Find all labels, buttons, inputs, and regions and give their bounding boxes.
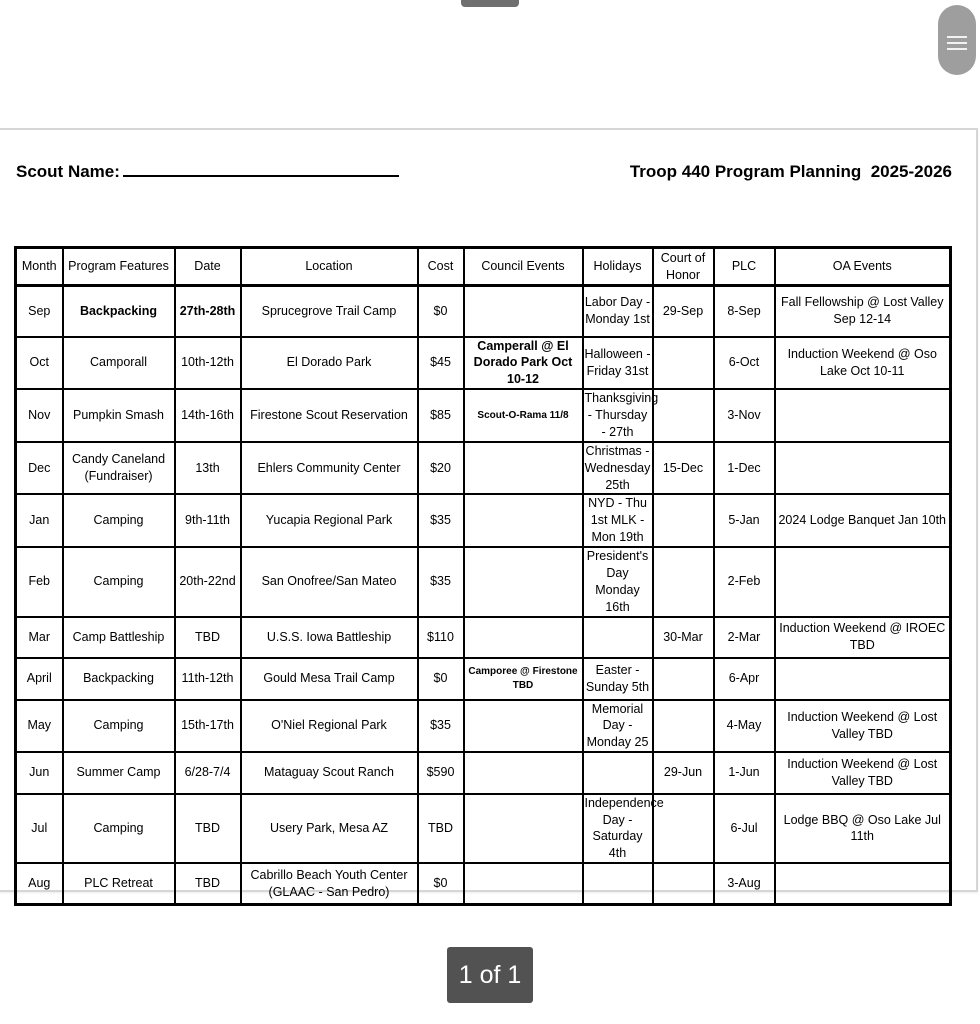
holidays-cell: Halloween - Friday 31st <box>583 337 653 390</box>
plc-cell: 8-Sep <box>714 286 775 337</box>
program-table <box>14 246 952 906</box>
date-cell: 15th-17th <box>175 700 241 753</box>
month-cell: April <box>16 658 63 700</box>
oa-cell <box>775 863 951 905</box>
plc-cell: 4-May <box>714 700 775 753</box>
court-of-honor-cell <box>653 389 714 442</box>
cost-cell: $35 <box>418 494 464 547</box>
column-header: Month <box>16 248 63 286</box>
date-cell: TBD <box>175 863 241 905</box>
feature-cell: Pumpkin Smash <box>63 389 175 442</box>
oa-cell: Induction Weekend @ Lost Valley TBD <box>775 700 951 753</box>
feature-cell: Camping <box>63 700 175 753</box>
scout-name-field <box>16 162 399 182</box>
court-of-honor-cell <box>653 337 714 390</box>
month-cell: Mar <box>16 617 63 659</box>
holidays-cell: Memorial Day - Monday 25 <box>583 700 653 753</box>
oa-cell: Fall Fellowship @ Lost Valley Sep 12-14 <box>775 286 951 337</box>
month-cell: Jun <box>16 752 63 794</box>
feature-cell: Camping <box>63 547 175 617</box>
council-cell <box>464 494 583 547</box>
holidays-cell: Christmas - Wednesday 25th <box>583 442 653 495</box>
menu-button[interactable] <box>938 5 976 75</box>
location-cell: O'Niel Regional Park <box>241 700 418 753</box>
holidays-cell: Labor Day - Monday 1st <box>583 286 653 337</box>
table-row <box>16 863 951 905</box>
court-of-honor-cell <box>653 700 714 753</box>
cost-cell: $85 <box>418 389 464 442</box>
table-row <box>16 752 951 794</box>
court-of-honor-cell: 30-Mar <box>653 617 714 659</box>
column-header: OA Events <box>775 248 951 286</box>
council-cell <box>464 442 583 495</box>
location-cell: Yucapia Regional Park <box>241 494 418 547</box>
holidays-cell <box>583 617 653 659</box>
cost-cell: $110 <box>418 617 464 659</box>
date-cell: TBD <box>175 617 241 659</box>
cost-cell: $45 <box>418 337 464 390</box>
column-header: Date <box>175 248 241 286</box>
location-cell: Usery Park, Mesa AZ <box>241 794 418 864</box>
column-header: PLC <box>714 248 775 286</box>
feature-cell: Backpacking <box>63 286 175 337</box>
plc-cell: 6-Apr <box>714 658 775 700</box>
month-cell: Jan <box>16 494 63 547</box>
holidays-cell: Independence Day - Saturday 4th <box>583 794 653 864</box>
council-cell <box>464 863 583 905</box>
court-of-honor-cell <box>653 547 714 617</box>
plc-cell: 3-Nov <box>714 389 775 442</box>
date-cell: 14th-16th <box>175 389 241 442</box>
feature-cell: Camping <box>63 494 175 547</box>
date-cell: 6/28-7/4 <box>175 752 241 794</box>
menu-icon <box>947 48 967 50</box>
location-cell: Ehlers Community Center <box>241 442 418 495</box>
location-cell: El Dorado Park <box>241 337 418 390</box>
location-cell: Gould Mesa Trail Camp <box>241 658 418 700</box>
cost-cell: $35 <box>418 547 464 617</box>
council-cell <box>464 794 583 864</box>
menu-icon <box>947 42 967 44</box>
council-cell: Camperall @ El Dorado Park Oct 10-12 <box>464 337 583 390</box>
table-row <box>16 389 951 442</box>
month-cell: Nov <box>16 389 63 442</box>
cost-cell: TBD <box>418 794 464 864</box>
council-cell <box>464 286 583 337</box>
table-header-row <box>16 248 951 286</box>
holidays-cell: Easter - Sunday 5th <box>583 658 653 700</box>
cost-cell: $0 <box>418 658 464 700</box>
cost-cell: $590 <box>418 752 464 794</box>
table-row <box>16 442 951 495</box>
oa-cell <box>775 442 951 495</box>
date-cell: 10th-12th <box>175 337 241 390</box>
date-cell: 27th-28th <box>175 286 241 337</box>
document-page <box>0 128 978 899</box>
holidays-cell <box>583 752 653 794</box>
month-cell: Sep <box>16 286 63 337</box>
feature-cell: Backpacking <box>63 658 175 700</box>
location-cell: U.S.S. Iowa Battleship <box>241 617 418 659</box>
feature-cell: Candy Caneland (Fundraiser) <box>63 442 175 495</box>
plc-cell: 6-Oct <box>714 337 775 390</box>
holidays-cell: Thanksgiving - Thursday - 27th <box>583 389 653 442</box>
plc-cell: 2-Mar <box>714 617 775 659</box>
scout-name-blank <box>123 163 399 177</box>
document-title: Troop 440 Program Planning 2025-2026 <box>629 162 952 181</box>
location-cell: Mataguay Scout Ranch <box>241 752 418 794</box>
location-cell: San Onofree/San Mateo <box>241 547 418 617</box>
oa-cell: 2024 Lodge Banquet Jan 10th <box>775 494 951 547</box>
feature-cell: PLC Retreat <box>63 863 175 905</box>
cost-cell: $35 <box>418 700 464 753</box>
table-row <box>16 337 951 390</box>
oa-cell <box>775 547 951 617</box>
plc-cell: 3-Aug <box>714 863 775 905</box>
holidays-cell <box>583 863 653 905</box>
date-cell: TBD <box>175 794 241 864</box>
column-header: Cost <box>418 248 464 286</box>
court-of-honor-cell <box>653 494 714 547</box>
court-of-honor-cell: 29-Jun <box>653 752 714 794</box>
court-of-honor-cell: 29-Sep <box>653 286 714 337</box>
column-header: Council Events <box>464 248 583 286</box>
column-header: Location <box>241 248 418 286</box>
plc-cell: 1-Dec <box>714 442 775 495</box>
council-cell: Camporee @ Firestone TBD <box>464 658 583 700</box>
cost-cell: $0 <box>418 286 464 337</box>
table-row <box>16 617 951 659</box>
date-cell: 20th-22nd <box>175 547 241 617</box>
oa-cell: Induction Weekend @ Lost Valley TBD <box>775 752 951 794</box>
column-header: Program Features <box>63 248 175 286</box>
month-cell: Feb <box>16 547 63 617</box>
table-row <box>16 794 951 864</box>
location-cell: Cabrillo Beach Youth Center (GLAAC - San Pedro) <box>241 863 418 905</box>
plc-cell: 1-Jun <box>714 752 775 794</box>
feature-cell: Camping <box>63 794 175 864</box>
location-cell: Firestone Scout Reservation <box>241 389 418 442</box>
location-cell: Sprucegrove Trail Camp <box>241 286 418 337</box>
month-cell: Oct <box>16 337 63 390</box>
table-row <box>16 286 951 337</box>
table-row <box>16 494 951 547</box>
cost-cell: $20 <box>418 442 464 495</box>
column-header: Holidays <box>583 248 653 286</box>
month-cell: Dec <box>16 442 63 495</box>
oa-cell: Induction Weekend @ IROEC TBD <box>775 617 951 659</box>
table-row <box>16 700 951 753</box>
month-cell: May <box>16 700 63 753</box>
council-cell <box>464 617 583 659</box>
month-cell: Jul <box>16 794 63 864</box>
oa-cell <box>775 658 951 700</box>
feature-cell: Camporall <box>63 337 175 390</box>
drag-handle[interactable] <box>461 0 519 7</box>
plc-cell: 5-Jan <box>714 494 775 547</box>
council-cell <box>464 752 583 794</box>
oa-cell: Induction Weekend @ Oso Lake Oct 10-11 <box>775 337 951 390</box>
oa-cell <box>775 389 951 442</box>
cost-cell: $0 <box>418 863 464 905</box>
table-row <box>16 658 951 700</box>
menu-icon <box>947 36 967 38</box>
council-cell <box>464 547 583 617</box>
page-indicator: 1 of 1 <box>447 947 533 1003</box>
oa-cell: Lodge BBQ @ Oso Lake Jul 11th <box>775 794 951 864</box>
date-cell: 9th-11th <box>175 494 241 547</box>
feature-cell: Summer Camp <box>63 752 175 794</box>
scout-name-label: Scout Name: <box>16 162 120 181</box>
council-cell: Scout-O-Rama 11/8 <box>464 389 583 442</box>
council-cell <box>464 700 583 753</box>
holidays-cell: President's Day Monday 16th <box>583 547 653 617</box>
court-of-honor-cell <box>653 863 714 905</box>
month-cell: Aug <box>16 863 63 905</box>
table-row <box>16 547 951 617</box>
column-header: Court of Honor <box>653 248 714 286</box>
plc-cell: 2-Feb <box>714 547 775 617</box>
date-cell: 11th-12th <box>175 658 241 700</box>
plc-cell: 6-Jul <box>714 794 775 864</box>
holidays-cell: NYD - Thu 1st MLK - Mon 19th <box>583 494 653 547</box>
feature-cell: Camp Battleship <box>63 617 175 659</box>
date-cell: 13th <box>175 442 241 495</box>
court-of-honor-cell <box>653 658 714 700</box>
court-of-honor-cell: 15-Dec <box>653 442 714 495</box>
